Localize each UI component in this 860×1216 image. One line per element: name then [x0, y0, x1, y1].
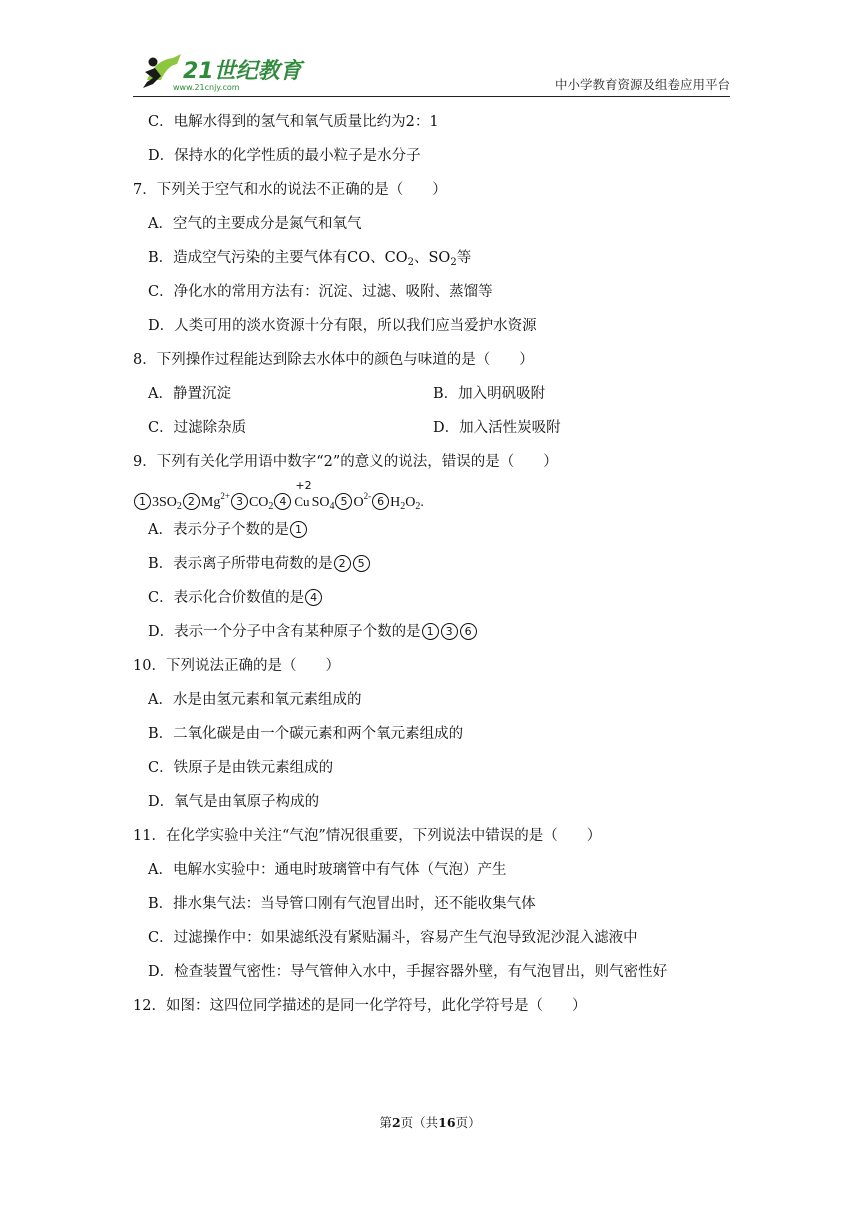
circled-number: 1 — [134, 493, 151, 510]
question-7: 7．下列关于空气和水的说法不正确的是（ ） — [133, 182, 447, 198]
valence-cu: +2 Cu — [294, 479, 312, 509]
svg-text:21世纪教育: 21世纪教育 — [183, 59, 302, 84]
circled-number: 5 — [335, 493, 352, 510]
question-10: 10．下列说法正确的是（ ） — [133, 658, 340, 674]
q6-option-c: C．电解水得到的氢气和氧气质量比约为2：1 — [148, 114, 439, 130]
q10-option-c: C．铁原子是由铁元素组成的 — [148, 760, 334, 776]
circled-number: 6 — [372, 493, 389, 510]
q8-option-d: D．加入活性炭吸附 — [433, 420, 561, 436]
question-8: 8．下列操作过程能达到除去水体中的颜色与味道的是（ ） — [133, 352, 534, 368]
q7-option-a: A．空气的主要成分是氮气和氧气 — [148, 216, 362, 232]
q10-option-a: A．水是由氢元素和氧元素组成的 — [148, 692, 362, 708]
q8-option-a: A．静置沉淀 — [148, 386, 231, 402]
q7-option-b: B．造成空气污染的主要气体有CO、$CO_2$、$SO_2$等 — [148, 250, 472, 268]
q10-option-d: D．氧气是由氧原子构成的 — [148, 794, 320, 810]
q11-option-a: A．电解水实验中：通电时玻璃管中有气体（气泡）产生 — [148, 862, 507, 878]
q11-option-d: D．检查装置气密性：导气管伸入水中，手握容器外壁，有气泡冒出，则气密性好 — [148, 964, 668, 980]
q9-option-b: B．表示离子所带电荷数的是 2 5 — [133, 550, 733, 584]
q10-option-b: B．二氧化碳是由一个碳元素和两个氧元素组成的 — [148, 726, 464, 742]
q9-option-a: A．表示分子个数的是 1 — [133, 516, 733, 550]
q8-options-cd — [133, 414, 733, 448]
page-footer: 第2页（共16页） — [379, 1115, 481, 1130]
platform-name: 中小学教育资源及组卷应用平台 — [554, 77, 730, 92]
q7-option-c: C．净化水的常用方法有：沉淀、过滤、吸附、蒸馏等 — [148, 284, 493, 300]
circled-number: 2 — [183, 493, 200, 510]
question-content — [133, 108, 733, 1026]
q9-formula-list: 1 $3SO_2$ 2 $Mg^{2+}$ 3 $CO_2$ 4 +2 Cu $SO_4$ 5 $O^{2-}$ 6 $H_2O_2$. — [133, 482, 733, 516]
circled-number: 3 — [231, 493, 248, 510]
q8-option-c: C．过滤除杂质 — [148, 420, 247, 436]
q11-option-b: B．排水集气法：当导管口刚有气泡冒出时，还不能收集气体 — [148, 896, 536, 912]
q9-option-c: C．表示化合价数值的是 4 — [133, 584, 733, 618]
q6-option-d: D．保持水的化学性质的最小粒子是水分子 — [148, 148, 421, 164]
svg-text:www.21cnjy.com: www.21cnjy.com — [173, 83, 240, 92]
question-12: 12．如图：这四位同学描述的是同一化学符号，此化学符号是（ ） — [133, 998, 587, 1014]
q7-option-d: D．人类可用的淡水资源十分有限，所以我们应当爱护水资源 — [148, 318, 537, 334]
page-header — [133, 48, 730, 97]
logo-21cnjy — [133, 50, 313, 94]
question-11: 11．在化学实验中关注“气泡”情况很重要，下列说法中错误的是（ ） — [133, 828, 602, 844]
circled-number: 4 — [274, 493, 291, 510]
q8-options-ab — [133, 380, 733, 414]
q11-option-c: C．过滤操作中：如果滤纸没有紧贴漏斗，容易产生气泡导致泥沙混入滤液中 — [148, 930, 638, 946]
question-9: 9．下列有关化学用语中数字“2”的意义的说法，错误的是（ ） — [133, 454, 558, 470]
q8-option-b: B．加入明矾吸附 — [433, 386, 546, 402]
q9-option-d: D．表示一个分子中含有某种原子个数的是 1 3 6 — [133, 618, 733, 652]
